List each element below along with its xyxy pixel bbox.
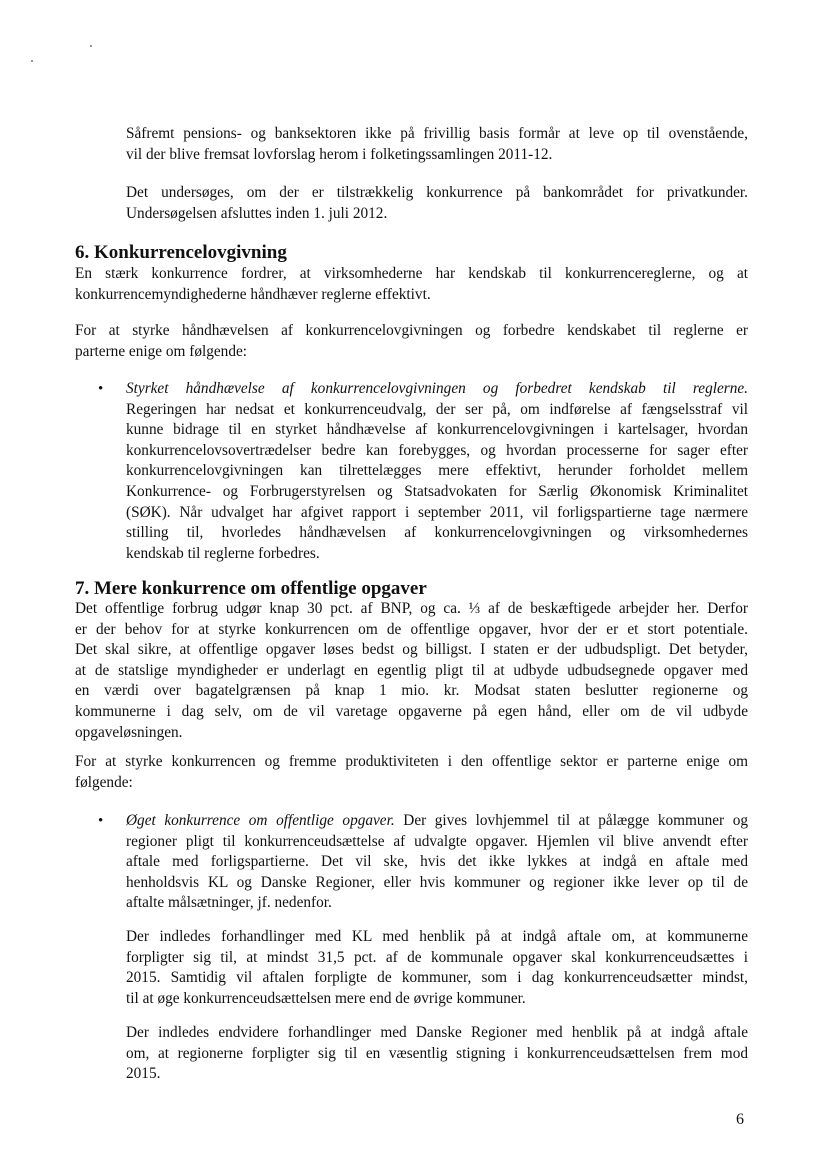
section-7-sub-paragraph-2 xyxy=(126,1023,748,1085)
section-6-paragraph-2 xyxy=(75,321,748,362)
section-7-paragraph-2 xyxy=(75,752,748,793)
section-7-sub-paragraph-1 xyxy=(126,927,748,1009)
text-line: Det offentlige forbrug udgør knap 30 pct. af BNP, og ca. ⅓ af de beskæftigede arbejder her. Derfor xyxy=(75,600,748,617)
section-6-heading: 6. Konkurrencelovgivning xyxy=(75,242,287,263)
text-line: Såfremt pensions- og banksektoren ikke på frivillig basis formår at leve op til ovenstående, xyxy=(126,125,748,142)
text-line: aftale med forligspartierne. Det vil ske, hvis det ikke lykkes at indgå en aftale med xyxy=(126,853,748,871)
text-line: kommunerne i dag selv, om de vil varetage opgaverne på egen hånd, eller om de vil udbyde xyxy=(75,702,748,720)
text-line: For at styrke konkurrencen og fremme produktiviteten i den offentlige sektor er parterne enige om xyxy=(75,753,748,770)
text-line xyxy=(126,811,748,832)
text-line: at de statslige myndigheder er underlagt en egentlig pligt til at udbyde udbudsegnede opgaver med xyxy=(75,661,748,679)
text-line: Det undersøges, om der er tilstrækkelig konkurrence på bankområdet for privatkunder. xyxy=(126,184,748,201)
text-line: er der behov for at styrke konkurrencen om de offentlige opgaver, hvor der er et stort potentiale. xyxy=(75,620,748,638)
text-line: kunne bidrage til en styrket håndhævelse af konkurrencelovgivningen i kartelsager, hvordan xyxy=(126,421,748,439)
text-line: Der indledes endvidere forhandlinger med Danske Regioner med henblik på at indgå aftale xyxy=(126,1024,748,1041)
text-line: konkurrencelovgivningen kan tilrettelægges mere effektivt, herunder forholdet mellem xyxy=(126,462,748,480)
bullet-title: Styrket håndhævelse af konkurrencelovgivningen og forbedret kendskab til reglerne. xyxy=(126,380,748,397)
section-7-paragraph-1 xyxy=(75,599,748,743)
text-line: (SØK). Når udvalget har afgivet rapport i september 2011, vil forligspartierne tage nærmere xyxy=(126,503,748,521)
section-7-heading: 7. Mere konkurrence om offentlige opgaver xyxy=(75,578,427,599)
text-line: Regeringen har nedsat et konkurrenceudvalg, der ser på, om indførelse af fængselsstraf vil xyxy=(126,400,748,418)
text-line: forpligter sig til, at mindst 31,5 pct. af de kommunale opgaver skal konkurrenceudsættes i xyxy=(126,948,748,966)
section-6-paragraph-1 xyxy=(75,264,748,305)
text-line: vil der blive fremsat lovforslag herom i folketingssamlingen 2011-12. xyxy=(126,145,553,163)
text-line: henholdsvis KL og Danske Regioner, eller hvis kommuner og regioner ikke lever op til de xyxy=(126,873,748,891)
text-line: aftalte målsætninger, jf. nedenfor. xyxy=(126,894,332,912)
text-line: regioner pligt til konkurrenceudsættelse af udvalgte opgaver. Hjemlen vil blive anvendt efter xyxy=(126,832,748,850)
text-line: om, at regionerne forpligter sig til en væsentlig stigning i konkurrenceudsættelsen frem mod xyxy=(126,1044,748,1062)
text-line: kendskab til reglerne forbedres. xyxy=(126,544,320,562)
text-line: Konkurrence- og Forbrugerstyrelsen og Statsadvokaten for Særlig Økonomisk Kriminalitet xyxy=(126,482,748,500)
text-line: parterne enige om følgende: xyxy=(75,342,248,360)
text-line: En stærk konkurrence fordrer, at virksomhederne har kendskab til konkurrencereglerne, og at xyxy=(75,265,748,282)
text-line: følgende: xyxy=(75,773,133,791)
text-line: Undersøgelsen afsluttes inden 1. juli 2012. xyxy=(126,204,388,222)
text-line: opgaveløsningen. xyxy=(75,723,183,741)
bullet-symbol: • xyxy=(98,381,104,397)
text-line: en værdi over bagatelgrænsen på knap 1 mio. kr. Modsat staten beslutter regionerne og xyxy=(75,682,748,700)
bullet-first-line-rest: Der gives lovhjemmel til at pålægge kommuner og xyxy=(394,812,748,829)
intro-paragraph-1 xyxy=(126,124,748,165)
text-line: Det skal sikre, at offentlige opgaver løses bedst og billigst. I staten er der udbudspligt. Det betyder, xyxy=(75,641,748,659)
text-line: konkurrencelovsovertrædelser bedre kan forebygges, og hvordan processerne for sager efter xyxy=(126,441,748,459)
page-number: 6 xyxy=(736,1111,744,1128)
bullet-symbol: • xyxy=(98,813,104,829)
section-6-bullet-1 xyxy=(126,379,748,564)
text-line: Der indledes forhandlinger med KL med henblik på at indgå aftale om, at kommunerne xyxy=(126,928,748,945)
text-line: konkurrencemyndighederne håndhæver reglerne effektivt. xyxy=(75,285,431,303)
text-line xyxy=(126,379,748,400)
text-line: stilling til, hvorledes håndhævelsen af konkurrencelovgivningen og virksomhedernes xyxy=(126,524,748,542)
text-line: 2015. xyxy=(126,1065,161,1083)
text-line: For at styrke håndhævelsen af konkurrencelovgivningen og forbedre kendskabet til reglerne er xyxy=(75,322,748,339)
text-line: 2015. Samtidig vil aftalen forpligte de kommuner, som i dag konkurrenceudsætter mindst, xyxy=(126,969,748,987)
section-7-bullet-1 xyxy=(126,811,748,914)
intro-paragraph-2 xyxy=(126,183,748,224)
scan-speck xyxy=(31,60,33,62)
text-line: til at øge konkurrenceudsættelsen mere end de øvrige kommuner. xyxy=(126,989,526,1007)
scan-speck xyxy=(90,45,92,47)
bullet-title: Øget konkurrence om offentlige opgaver. xyxy=(126,812,395,829)
